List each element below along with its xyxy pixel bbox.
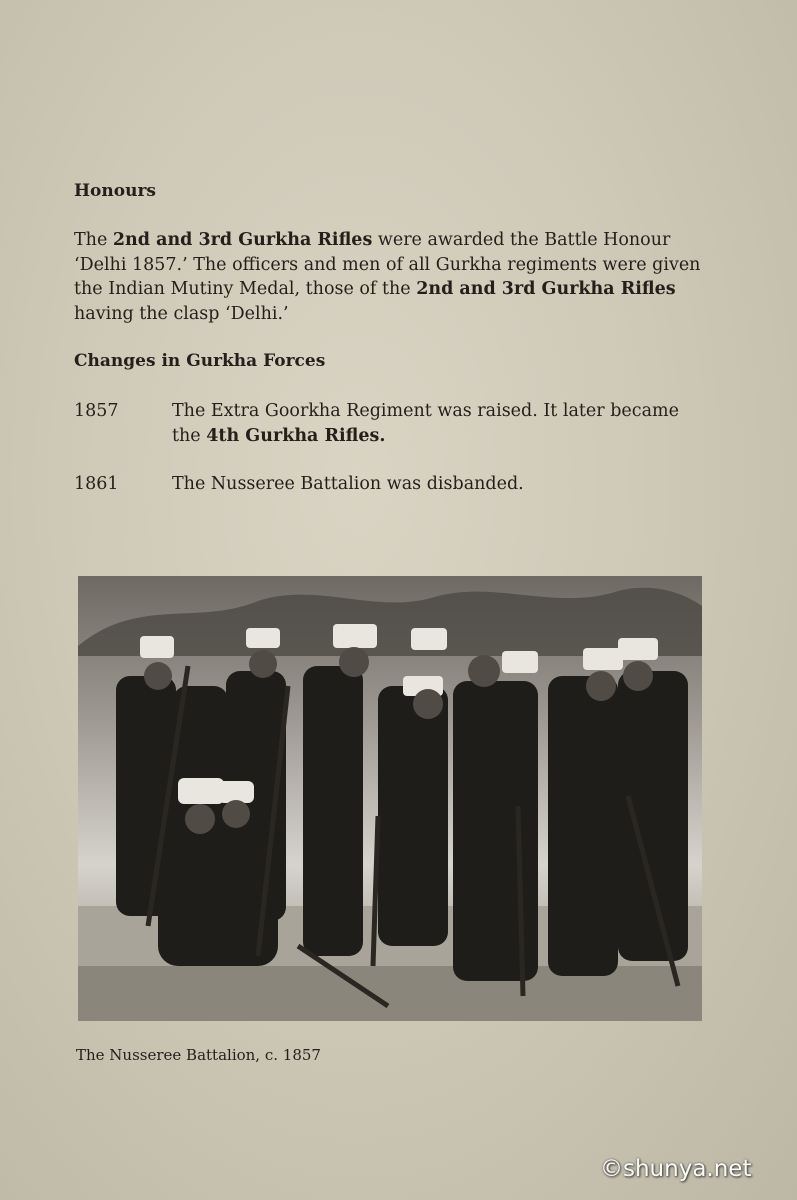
honours-text-1: The bbox=[74, 230, 113, 250]
honours-paragraph bbox=[74, 228, 714, 326]
change-desc bbox=[172, 399, 712, 448]
change-desc bbox=[172, 472, 712, 497]
historical-photo bbox=[78, 576, 702, 1021]
change-text: The Nusseree Battalion was disbanded. bbox=[172, 474, 524, 494]
change-bold: 4th Gurkha Rifles. bbox=[206, 425, 386, 446]
change-text: The Extra Goorkha Regiment was raised. It later became the bbox=[172, 401, 679, 446]
honours-bold-1: 2nd and 3rd Gurkha Rifles bbox=[112, 230, 373, 250]
honours-heading: Honours bbox=[74, 181, 156, 201]
change-year: 1857 bbox=[74, 401, 119, 421]
honours-bold-2: 2nd and 3rd Gurkha Rifles bbox=[416, 279, 676, 299]
honours-text-3: having the clasp ‘Delhi.’ bbox=[74, 303, 289, 324]
changes-heading: Changes in Gurkha Forces bbox=[74, 351, 326, 371]
photo-caption: The Nusseree Battalion, c. 1857 bbox=[76, 1046, 321, 1064]
watermark: ©shunya.net bbox=[600, 1156, 752, 1182]
honours-text-2: were awarded the Battle Honour ‘Delhi 1857.’ The officers and men of all Gurkha regiments were given the Indian Mutiny Medal, those of the bbox=[74, 230, 701, 299]
change-year: 1861 bbox=[74, 474, 119, 494]
